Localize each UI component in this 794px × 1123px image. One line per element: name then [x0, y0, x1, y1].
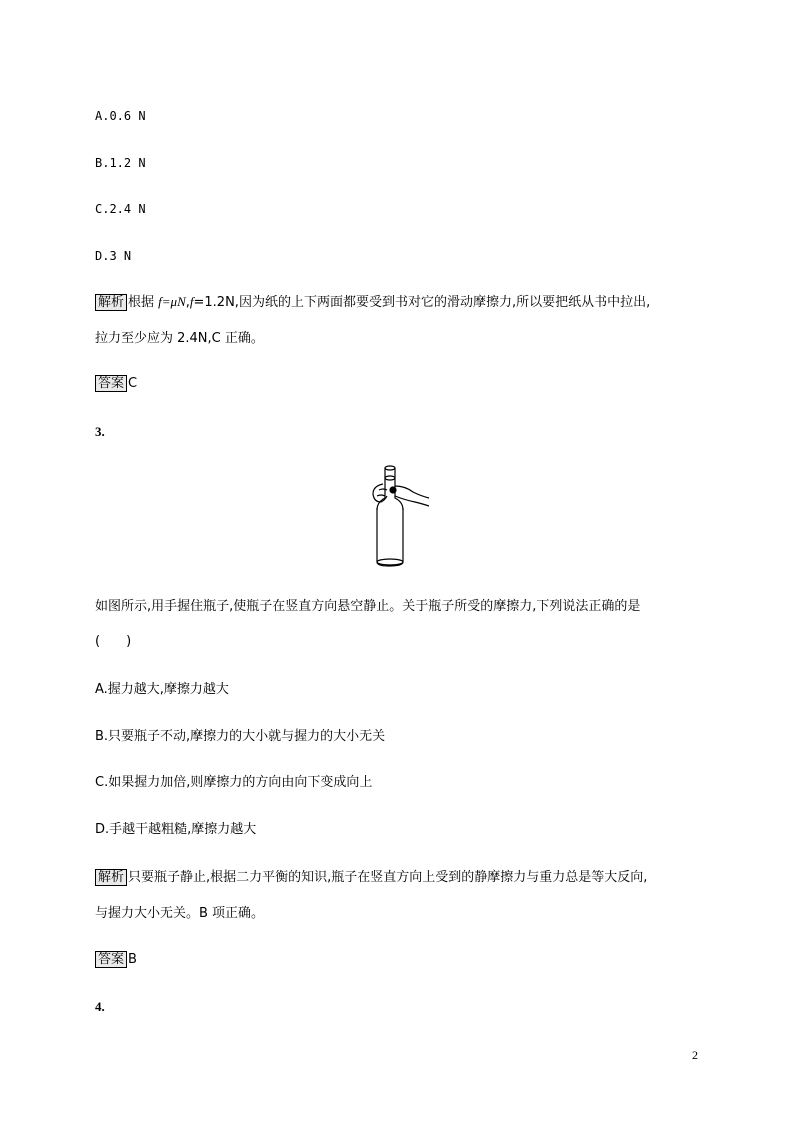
analysis-text: =1.2N,因为纸的上下两面都要受到书对它的滑动摩擦力,所以要把纸从书中拉出,	[193, 295, 651, 310]
formula-f: f	[189, 294, 194, 309]
q3-number: 3.	[95, 424, 105, 439]
analysis-text: 只要瓶子静止,根据二力平衡的知识,瓶子在竖直方向上受到的静摩擦力与重力总是等大反向,	[128, 870, 648, 885]
hand-holding-bottle-illustration	[355, 458, 435, 568]
analysis-text: 根据	[128, 295, 159, 310]
q2-option-c: C.2.4 N	[95, 202, 146, 216]
page-number: 2	[692, 1048, 698, 1062]
q4-number: 4.	[95, 999, 105, 1014]
q3-option-a: A.握力越大,摩擦力越大	[95, 682, 229, 697]
answer-tag: 答案	[95, 375, 127, 392]
formula-friction: f=μN	[158, 294, 186, 309]
q3-answer	[95, 951, 137, 968]
q3-question-line1: 如图所示,用手握住瓶子,使瓶子在竖直方向悬空静止。关于瓶子所受的摩擦力,下列说法正确的是	[95, 599, 641, 614]
q2-analysis-line2: 拉力至少应为 2.4N,C 正确。	[95, 331, 264, 346]
q3-question-line2: ( )	[95, 634, 132, 649]
analysis-text: ,	[185, 295, 190, 310]
answer-tag: 答案	[95, 951, 127, 968]
q2-option-b: B.1.2 N	[95, 156, 146, 170]
analysis-tag: 解析	[95, 869, 127, 886]
q2-answer	[95, 375, 137, 392]
q3-analysis	[95, 869, 647, 886]
answer-value: B	[128, 952, 137, 967]
analysis-tag: 解析	[95, 294, 127, 311]
q2-option-d: D.3 N	[95, 249, 132, 263]
q2-option-a: A.0.6 N	[95, 109, 146, 123]
q3-option-d: D.手越干越粗糙,摩擦力越大	[95, 822, 257, 837]
q3-option-b: B.只要瓶子不动,摩擦力的大小就与握力的大小无关	[95, 729, 386, 744]
answer-value: C	[128, 376, 138, 391]
q2-analysis	[95, 294, 650, 311]
q3-analysis-line2: 与握力大小无关。B 项正确。	[95, 906, 265, 921]
q3-option-c: C.如果握力加倍,则摩擦力的方向由向下变成向上	[95, 775, 373, 790]
